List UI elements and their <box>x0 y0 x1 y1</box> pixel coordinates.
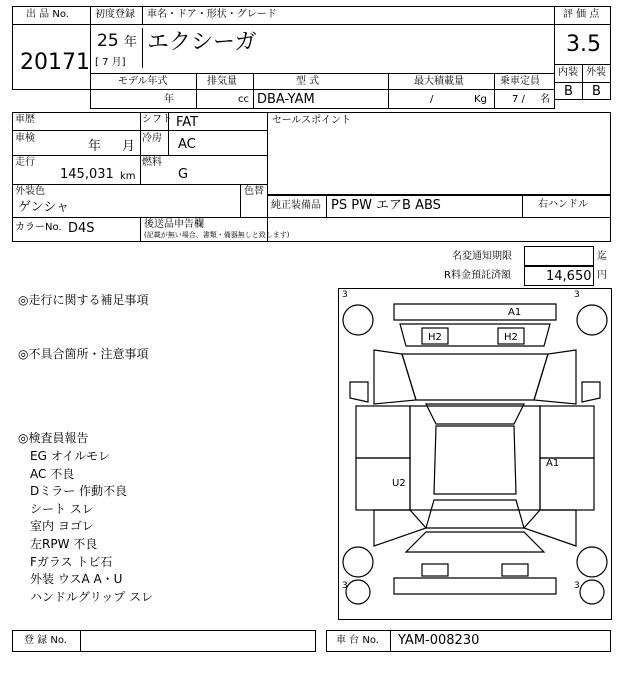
first-registration-year: 25 <box>97 31 119 51</box>
inspector-item: Fガラス トビ石 <box>30 554 113 569</box>
equipment-label: 純正装備品 <box>271 200 321 211</box>
name-change-unit: 迄 <box>597 251 607 262</box>
inspector-item: 外装 ウスA A・U <box>30 572 123 587</box>
inspector-report-title: ◎検査員報告 <box>18 431 89 445</box>
front-bumper <box>394 304 556 320</box>
year-unit: 年 <box>124 35 138 50</box>
max-load-unit: Kg <box>474 94 487 105</box>
first-registration-label: 初度登録 <box>95 9 135 20</box>
lot-number: 20171 <box>20 50 90 75</box>
color-no-value: D4S <box>68 221 95 236</box>
recycle-unit: 円 <box>597 270 607 281</box>
car-name: エクシーガ <box>147 30 257 55</box>
name-change-value-box <box>524 246 594 266</box>
fuel-value: G <box>178 167 189 182</box>
car-name-label: 車名・ドア・形状・グレード <box>147 9 277 20</box>
model-year-unit: 年 <box>164 94 174 105</box>
damage-mark-front-bumper: A1 <box>508 307 522 318</box>
exterior-label: 外装 <box>586 67 606 78</box>
tire-depth-front-left: 3 <box>342 290 348 300</box>
inspector-item: シート スレ <box>30 501 94 516</box>
inspector-item: 室内 ヨゴレ <box>30 519 94 534</box>
inspector-item: EG オイルモレ <box>30 449 111 463</box>
tire-front-left-icon <box>343 305 373 335</box>
defect-notes-title: ◎不具合箇所・注意事項 <box>18 347 149 361</box>
registration-number-label: 登 録 No. <box>24 635 67 646</box>
damage-mark-headlight-left: H2 <box>428 332 442 343</box>
first-registration-month: [ 7 月] <box>95 57 126 68</box>
inspection-label: 車検 <box>15 133 35 144</box>
type-value: DBA-YAM <box>257 92 315 107</box>
rear-bumper <box>394 578 556 594</box>
max-load-value: / <box>430 94 434 105</box>
history-label: 車歴 <box>15 114 35 125</box>
ac-label: 冷房 <box>142 133 162 144</box>
tire-rear-left-icon <box>343 547 373 577</box>
steering-value: 右ハンドル <box>538 199 588 210</box>
sales-points-label: セールスポイント <box>272 115 352 126</box>
inspector-item: Dミラー 作動不良 <box>30 484 128 499</box>
mirror-left <box>350 382 368 402</box>
inspector-item: ハンドルグリップ スレ <box>30 589 154 604</box>
taillight-left <box>422 564 448 576</box>
inspector-item: 左RPW 不良 <box>30 536 98 551</box>
displacement-label: 排気量 <box>207 76 237 87</box>
spare-tire-left-icon <box>346 580 370 604</box>
tire-depth-rear-right: 3 <box>574 581 580 591</box>
driving-notes-title: ◎走行に関する補足事項 <box>18 293 149 307</box>
score-value: 3.5 <box>566 32 601 57</box>
name-change-label: 名変通知期限 <box>452 251 512 262</box>
ac-value: AC <box>178 137 196 152</box>
chassis-number-label: 車 台 No. <box>336 635 379 646</box>
roof <box>434 426 516 494</box>
model-year-label: モデル年式 <box>118 76 168 87</box>
exterior-color-value: ゲンシャ <box>18 200 70 215</box>
hood <box>402 354 548 400</box>
interior-grade: B <box>564 84 573 99</box>
exterior-grade: B <box>592 84 601 99</box>
front-door-left <box>356 406 410 458</box>
spare-tire-right-icon <box>580 580 604 604</box>
color-no-label: カラーNo. <box>15 222 62 233</box>
shift-value: FAT <box>176 115 199 130</box>
mileage-unit: km <box>120 171 136 182</box>
front-fender-left <box>374 350 416 404</box>
shift-label: シフト <box>142 114 172 125</box>
damage-mark-headlight-right: H2 <box>504 332 518 343</box>
mileage-label: 走行 <box>15 157 35 168</box>
inspection-year-unit: 年 <box>88 139 102 154</box>
capacity-value: 7 / <box>512 94 525 105</box>
damage-mark-right-door: A1 <box>546 458 560 469</box>
tire-depth-rear-left: 3 <box>342 581 348 591</box>
recycle-value: 14,650 <box>546 269 592 284</box>
fuel-label: 燃料 <box>142 157 162 168</box>
aftermarket-label: 後送品申告欄 <box>144 219 204 230</box>
lot-number-label: 出 品 No. <box>26 9 69 20</box>
chassis-number-value: YAM-008230 <box>398 633 480 648</box>
inspection-month-unit: 月 <box>122 139 136 154</box>
taillight-right <box>502 564 528 576</box>
damage-mark-left-door: U2 <box>392 478 406 489</box>
inspector-items <box>30 447 153 605</box>
interior-label: 内装 <box>558 67 578 78</box>
recycle-label: R料金預託済額 <box>444 270 511 281</box>
tire-depth-front-right: 3 <box>574 290 580 300</box>
front-fender-right <box>534 350 576 404</box>
car-damage-diagram <box>338 288 612 620</box>
exterior-color-label: 外装色 <box>15 186 45 197</box>
max-load-label: 最大積載量 <box>414 76 464 87</box>
front-door-right <box>540 406 594 458</box>
rear-window <box>426 500 524 528</box>
equipment-value: PS PW エアB ABS <box>331 198 441 213</box>
trunk <box>406 532 544 552</box>
windshield <box>426 404 524 424</box>
tire-rear-right-icon <box>577 547 607 577</box>
score-label: 評 価 点 <box>563 9 600 20</box>
displacement-unit: cc <box>238 94 249 105</box>
capacity-label: 乗車定員 <box>500 76 540 87</box>
color-change-label: 色替 <box>244 186 264 197</box>
capacity-unit: 名 <box>540 94 550 105</box>
type-label: 型 式 <box>296 76 320 87</box>
tire-front-right-icon <box>577 305 607 335</box>
mileage-value: 145,031 <box>60 167 114 182</box>
aftermarket-note: (記載が無い場合、書類・備器無しと致します) <box>144 231 290 239</box>
inspector-item: AC 不良 <box>30 466 75 481</box>
mirror-right <box>582 382 600 402</box>
